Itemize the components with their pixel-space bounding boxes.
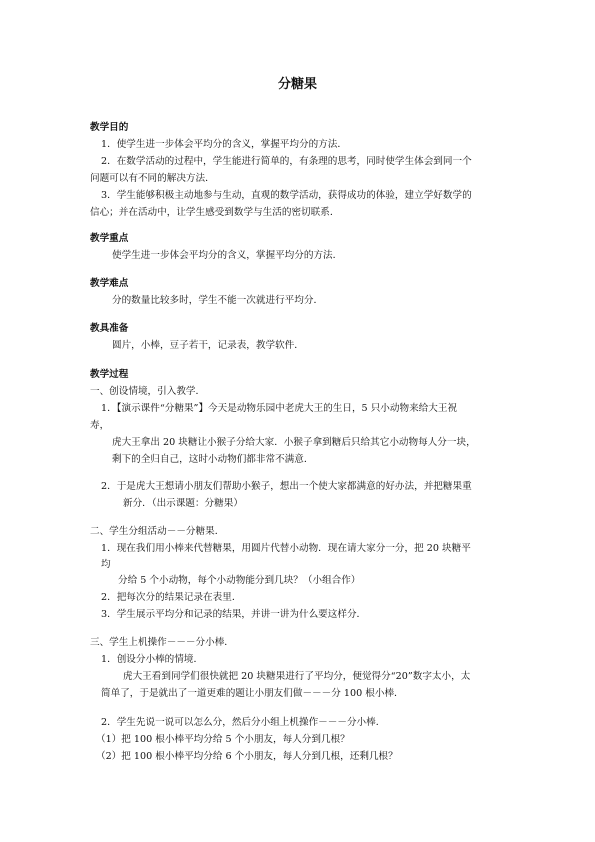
section-3-line-5: （1）把 100 根小棒平均分给 5 个小朋友，每人分到几根？: [96, 734, 350, 745]
section-1-line-4: 2．于是虎大王想请小朋友们帮助小猴子，想出一个使大家都满意的好办法，并把糖果重: [101, 481, 472, 492]
goal-line-3b: 信心；并在活动中，让学生感受到数学与生活的密切联系．: [90, 207, 340, 218]
section-2-line-1: 1．现在我们用小棒来代替糖果，用圆片代替小动物．现在请大家分一分，把 20 块糖平: [101, 543, 471, 554]
section-3-line-6: （2）把 100 根小棒平均分给 6 个小朋友，每人分到几根，还剩几根？: [96, 751, 398, 762]
key-line-1: 使学生进一步体会平均分的含义，掌握平均分的方法．: [112, 250, 343, 261]
page-title: 分糖果: [277, 77, 317, 92]
section-3-line-3: 简单了，于是就出了一道更难的题让小朋友们做－－－分 100 根小棒．: [101, 688, 404, 699]
section-2-line-1b: 均: [101, 559, 111, 570]
section-1-line-3: 剩下的全归自己，这时小动物们都非常不满意．: [112, 454, 314, 465]
tools-line-1: 圆片，小棒，豆子若干，记录表，教学软件．: [112, 340, 304, 351]
tools-heading: 教具准备: [90, 323, 129, 334]
section-2-title: 二、学生分组活动－－分糖果．: [90, 526, 225, 537]
key-heading: 教学重点: [90, 233, 129, 244]
goal-line-3a: 3．学生能够积极主动地参与生动，直观的数学活动，获得成功的体验，建立学好数学的: [101, 190, 472, 201]
difficulty-heading: 教学难点: [90, 278, 129, 289]
goal-line-2b: 问题可以有不同的解决方法．: [90, 173, 215, 184]
goal-line-1: 1．使学生进一步体会平均分的含义，掌握平均分的方法．: [101, 139, 347, 150]
section-2-line-2: 分给 5 个小动物，每个小动物能分到几块？（小组合作）: [118, 575, 361, 586]
section-1-line-2: 虎大王拿出 20 块糖让小猴子分给大家．小猴子拿到糖后只给其它小动物每人分一块，: [112, 437, 476, 448]
goal-line-2a: 2．在数学活动的过程中，学生能进行简单的，有条理的思考，同时使学生体会到同一个: [101, 156, 472, 167]
section-1-title: 一、创设情境，引入教学．: [90, 386, 206, 397]
section-1-line-1b: 寿，: [90, 420, 110, 431]
section-3-line-2: 虎大王看到同学们很快就把 20 块糖果进行了平均分，便觉得分“20”数字太小，太: [123, 671, 471, 682]
section-1-line-1: 1．【演示课件“分糖果”】今天是动物乐园中老虎大王的生日，5 只小动物来给大王祝: [101, 403, 458, 414]
goal-heading: 教学目的: [90, 122, 129, 133]
section-3-title: 三、学生上机操作－－－分小棒．: [90, 637, 234, 648]
difficulty-line-1: 分的数量比较多时，学生不能一次就进行平均分．: [112, 295, 324, 306]
section-2-line-4: 3．学生展示平均分和记录的结果，并讲一讲为什么要这样分．: [101, 609, 367, 620]
section-2-line-3: 2．把每次分的结果记录在表里．: [101, 592, 242, 603]
process-heading: 教学过程: [90, 369, 129, 380]
section-3-line-4: 2．学生先说一说可以怎么分，然后分小组上机操作－－－分小棒．: [101, 717, 386, 728]
section-1-line-5: 新分．（出示课题：分糖果）: [123, 498, 243, 509]
section-3-line-1: 1．创设分小棒的情境．: [101, 654, 204, 665]
